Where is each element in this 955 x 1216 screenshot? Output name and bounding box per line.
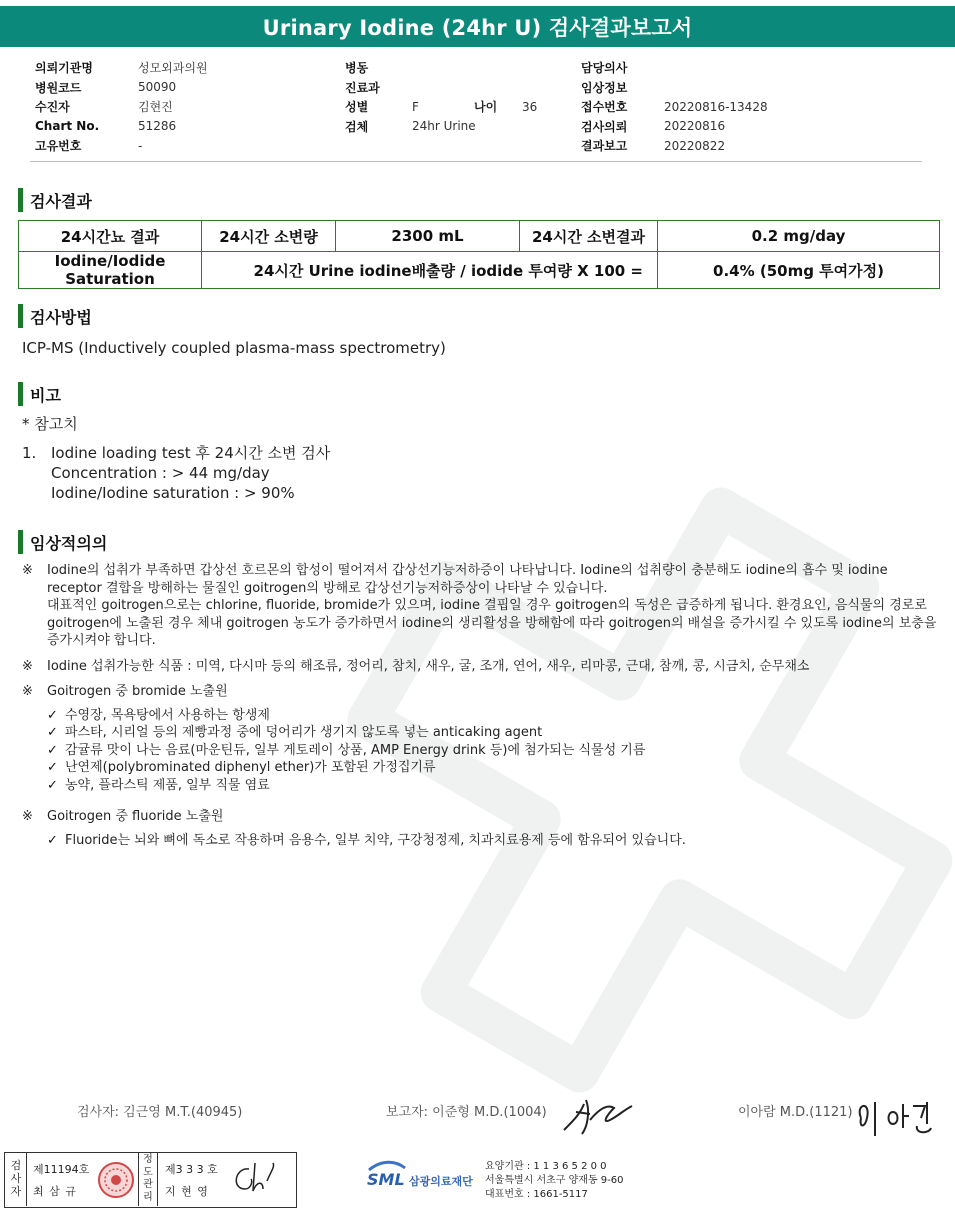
info-value: 20220816 [664, 119, 726, 134]
info-label: 담당의사 [581, 61, 628, 76]
cell-text: 24시간 Urine iodine배출량 / iodide 투여량 X 100 = [253, 261, 643, 280]
institution-line: 요양기관 : 1 1 3 6 5 2 0 0 [485, 1161, 607, 1172]
doctor-signer: 이아람 M.D.(1121) [738, 1105, 853, 1120]
info-value: F [412, 99, 419, 114]
section-marker [18, 188, 23, 212]
list-item [47, 777, 937, 795]
reference-line: Concentration : > 44 mg/day [51, 464, 270, 482]
table-cell: 0.2 mg/day [658, 221, 940, 252]
result-table [18, 220, 940, 289]
cell-text: Iodine/Iodide Saturation [54, 252, 166, 288]
list-item-text: 감귤류 맛이 나는 음료(마운틴듀, 일부 게토레이 상품, AMP Energy drink 등)에 첨가되는 식물성 기름 [65, 742, 646, 758]
list-item [47, 742, 937, 760]
info-value: 24hr Urine [412, 119, 476, 134]
institution-line: 서울특별시 서초구 양재동 9-60 [485, 1175, 624, 1186]
info-value: 50090 [138, 80, 177, 95]
info-label: 성별 [345, 100, 369, 115]
info-value: 20220822 [664, 138, 726, 153]
table-cell: 24시간 소변결과 [520, 221, 658, 252]
list-item-text: 수영장, 목욕탕에서 사용하는 항생제 [65, 707, 270, 723]
license-number: 제11194호 [33, 1163, 90, 1176]
list-item-text: 농약, 플라스틱 제품, 일부 직물 염료 [65, 777, 270, 793]
list-item-text: 난연제(polybrominated diphenyl ether)가 포함된 가정집기류 [65, 760, 436, 775]
table-row [19, 252, 940, 289]
table-cell: 2300 mL [336, 221, 520, 252]
list-item-text: Fluoride는 뇌와 뼈에 독소로 작용하며 음용수, 일부 치약, 구강청정제, 치과치료용제 등에 함유되어 있습니다. [65, 832, 686, 848]
info-value: - [138, 138, 143, 153]
vertical-label: 정도관리 [143, 1154, 153, 1203]
divider [30, 161, 922, 162]
info-column-1 [35, 58, 208, 156]
clinical-text: Iodine의 섭취가 부족하면 갑상선 호르몬의 합성이 떨어져서 갑상선기능저하증이 나타납니다. Iodine의 섭취량이 충분해도 iodine의 흡수 및 iodine receptor 결합을 방해하는 물질인 goitrogen의 방해로 갑상선기능저하증상이 나타날 수 있습니다. [47, 563, 888, 596]
certification-box [4, 1152, 297, 1208]
info-label: 검체 [345, 119, 369, 134]
section-marker [18, 530, 23, 554]
info-column-3 [581, 58, 768, 156]
info-value: 성모외과의원 [138, 61, 208, 76]
institution-info [485, 1160, 624, 1202]
inspector-signature [227, 1159, 277, 1199]
info-label: 진료과 [345, 80, 380, 95]
seal-stamp [97, 1161, 135, 1199]
check-icon: ✓ [47, 742, 58, 758]
table-cell: 24시간 소변량 [202, 221, 336, 252]
info-value: 20220816-13428 [664, 99, 768, 114]
license-number: 제3 3 3 호 [165, 1163, 218, 1176]
logo-mark: SML [367, 1170, 405, 1189]
clinical-paragraph [22, 562, 937, 650]
info-label: 의뢰기관명 [35, 61, 93, 76]
bromide-sources [22, 683, 937, 794]
institution-line: 대표번호 : 1661-5117 [485, 1189, 588, 1200]
reference-heading: * 참고치 [22, 415, 78, 433]
fluoride-sources [22, 808, 937, 849]
info-label: 고유번호 [35, 139, 82, 154]
fluoride-title: Goitrogen 중 fluoride 노출원 [47, 809, 224, 824]
bromide-title: Goitrogen 중 bromide 노출원 [47, 684, 228, 699]
check-icon: ✓ [47, 725, 58, 740]
check-icon: ✓ [47, 777, 58, 793]
vertical-label: 검사자 [10, 1159, 22, 1198]
info-label: 병동 [345, 61, 369, 76]
info-label: 검사의뢰 [581, 119, 628, 134]
info-value: 51286 [138, 119, 177, 134]
info-label: 수진자 [35, 100, 70, 115]
check-icon: ✓ [47, 707, 58, 723]
note-mark: ※ [22, 809, 33, 824]
info-column-2 [345, 58, 537, 136]
report-title: Urinary Iodine (24hr U) 검사결과보고서 [0, 6, 955, 47]
section-remarks-heading [18, 382, 61, 406]
table-cell [202, 252, 658, 289]
section-title: 검사결과 [30, 191, 92, 211]
age-label: 나이 [474, 100, 498, 115]
note-mark: ※ [22, 659, 33, 674]
check-icon: ✓ [47, 832, 58, 848]
table-row [19, 221, 940, 252]
logo-text: 삼광의료재단 [409, 1175, 473, 1188]
tester-signer: 검사자: 김근영 M.T.(40945) [77, 1105, 243, 1120]
list-item [47, 759, 937, 777]
info-label: 임상정보 [581, 80, 628, 95]
info-value: 김현진 [138, 100, 173, 115]
section-title: 임상적의의 [30, 533, 108, 553]
section-result-heading [18, 188, 92, 212]
reference-line: Iodine loading test 후 24시간 소변 검사 [51, 444, 331, 462]
info-label: 결과보고 [581, 139, 628, 154]
section-clinical-heading [18, 530, 107, 554]
note-mark: ※ [22, 684, 33, 699]
doctor-signature [855, 1098, 940, 1140]
method-text: ICP-MS (Inductively coupled plasma-mass spectrometry) [22, 339, 446, 357]
check-icon: ✓ [47, 760, 58, 775]
section-marker [18, 304, 23, 328]
section-title: 검사방법 [30, 307, 92, 327]
table-cell [19, 252, 202, 289]
clinical-text: 대표적인 goitrogen으로는 chlorine, fluoride, bromide가 있으며, iodine 결핍일 경우 goitrogen의 독성은 급증하게 됩니다. 환경요인, 음식물의 경로로 goitrogen에 노출된 경우 체내 goitrogen 농도가 증가하면서 iodine의 생리활성을 방해함에 따라 goitrogen의 배설을 증가시킬 수 있도록 iodine의 보충을 증가시켜야 합니다. [47, 598, 937, 648]
table-cell: 24시간뇨 결과 [19, 221, 202, 252]
list-item [47, 724, 937, 742]
list-item [47, 832, 937, 850]
list-item [47, 707, 937, 725]
list-item-text: 파스타, 시리얼 등의 제빵과정 중에 덩어리가 생기지 않도록 넣는 anticaking agent [65, 725, 543, 740]
age-value: 36 [522, 99, 538, 114]
reporter-signer: 보고자: 이준형 M.D.(1004) [386, 1105, 547, 1120]
iodine-foods [22, 658, 937, 676]
info-label: 병원코드 [35, 80, 82, 95]
reporter-signature [560, 1090, 635, 1138]
info-label: Chart No. [35, 119, 100, 134]
inspector-name: 최 삼 규 [33, 1185, 77, 1198]
table-cell: 0.4% (50mg 투여가정) [658, 252, 940, 289]
inspector-name: 지 현 영 [165, 1185, 209, 1198]
section-marker [18, 382, 23, 406]
reference-line: Iodine/Iodine saturation : > 90% [51, 484, 295, 502]
note-mark: ※ [22, 563, 33, 578]
reference-number: 1. [22, 444, 37, 462]
section-method-heading [18, 304, 92, 328]
foods-text: Iodine 섭취가능한 식품 : 미역, 다시마 등의 해조류, 정어리, 참치, 새우, 굴, 조개, 연어, 새우, 리마콩, 근대, 참깨, 콩, 시금치, 순무채소 [47, 659, 810, 674]
info-label: 접수번호 [581, 100, 628, 115]
section-title: 비고 [30, 385, 61, 405]
